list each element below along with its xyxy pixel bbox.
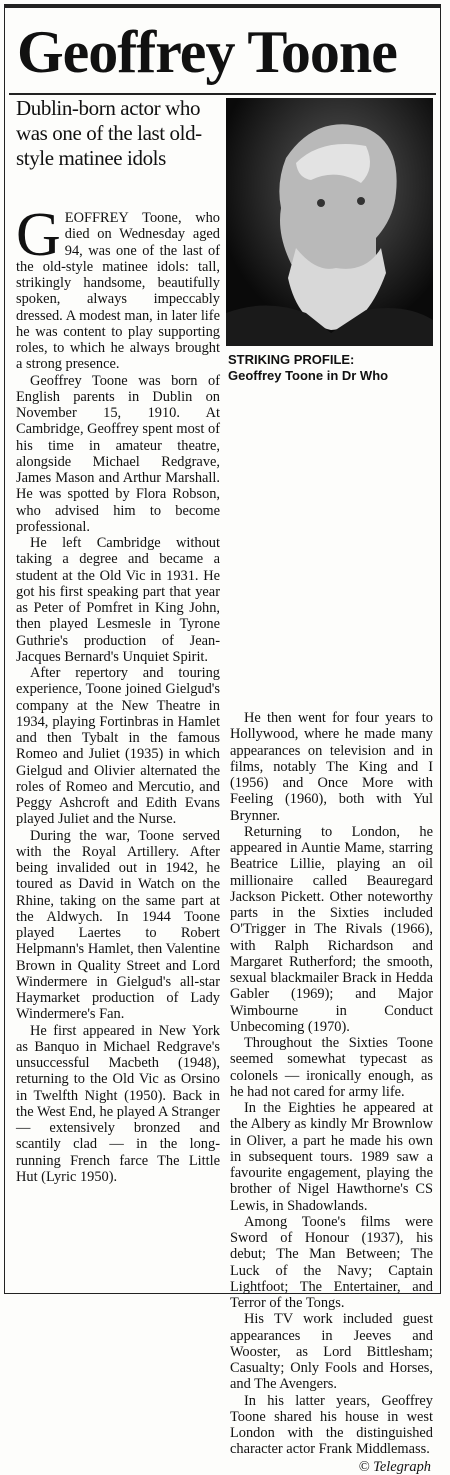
photo-caption	[228, 352, 433, 384]
caption-title: STRIKING PROFILE:	[228, 352, 355, 367]
paragraph: During the war, Toone served with the Royal Artillery. After being invalided out in 1942, he toured as David in Watch on the Rhine, taking on the same part at the Aldwych. In 1944 Toone played Laertes to Robert Helpmann's Hamlet, then Valentine Brown in Quality Street and Lord Windermere in Gielgud's all-star Haymarket production of Lady Windermere's Fan.	[16, 827, 220, 1023]
lead-in: EOFFREY	[64, 210, 129, 226]
paragraph: In his latter years, Geoffrey Toone shared his house in west London with the distinguished character actor Frank Middlemass.	[230, 1392, 433, 1458]
paragraph: Among Toone's films were Sword of Honour (1937), his debut; The Man Between; The Luck of the Navy; Captain Lightfoot; The Entertainer, and Terror of the Tongs.	[230, 1213, 433, 1311]
headline: Geoffrey Toone	[17, 19, 397, 85]
paragraph: He left Cambridge without taking a degree and became a student at the Old Vic in 1931. He got his first speaking part that year as Peter of Pomfret in King John, then played Lesmesle in Tyrone Guthrie's production of Jean-Jacques Bernard's Unquiet Spirit.	[16, 535, 220, 665]
paragraph-text: Toone, who died on Wednesday aged 94, was one of the last of the old-style matinee idols: tall, strikingly handsome, beautifully spoken, always impeccably dressed. A modest man, in later life he was content to play supporting roles, to which he always brought a strong presence.	[16, 210, 220, 373]
column-right	[230, 710, 433, 1475]
paragraph: Returning to London, he appeared in Auntie Mame, starring Beatrice Lillie, playing an oil millionaire called Beauregard Jackson Pickett. Other noteworthy parts in the Sixties included O'Trigger in The Rivals (1966), with Ralph Richardson and Margaret Rutherford; the smooth, sexual blackmailer Brack in Hedda Gabler (1969); and Major Wimbourne in Conduct Unbecoming (1970).	[230, 823, 433, 1035]
dropcap: G	[16, 201, 61, 269]
paragraph: Throughout the Sixties Toone seemed somewhat typecast as colonels — ironically enough, as he had not cared for army life.	[230, 1035, 433, 1100]
source-credit: © Telegraph	[358, 1458, 431, 1475]
paragraph: He then went for four years to Hollywood, where he made many appearances on television and in films, notably The King and I (1956) and Once More with Feeling (1960), both with Yul Brynner.	[230, 710, 433, 824]
paragraph: He first appeared in New York as Banquo in Michael Redgrave's unsuccessful Macbeth (1948), returning to the Old Vic as Orsino in Twelfth Night (1950). Back in the West End, he played A Stranger — extensively bronzed and scantily clad — in the long-running French farce The Little Hut (Lyric 1950).	[16, 1022, 220, 1185]
portrait-illustration	[226, 98, 433, 346]
top-rule	[5, 5, 440, 8]
paragraph: In the Eighties he appeared at the Albery as kindly Mr Brownlow in Oliver, a part he made his own in subsequent tours. 1989 saw a favourite engagement, playing the brother of Nigel Hawthorne's CS Lewis, in Shadowlands.	[230, 1100, 433, 1214]
portrait-photo	[226, 98, 433, 346]
headline-rule	[9, 93, 436, 95]
paragraph: After repertory and touring experience, Toone joined Gielgud's company at the New Theatre in 1934, playing Fortinbras in Hamlet and then Tybalt in the famous Romeo and Juliet (1935) in which Gielgud and Olivier alternated the roles of Romeo and Mercutio, and Peggy Ashcroft and Edith Evans played Juliet and the Nurse.	[16, 665, 220, 828]
standfirst: Dublin-born actor who was one of the last old-style matinee idols	[16, 96, 202, 170]
column-left	[16, 201, 220, 1185]
paragraph: His TV work included guest appearances in Jeeves and Wooster, as Lord Bittlesham; Casualty; Only Fools and Horses, and The Avengers.	[230, 1311, 433, 1393]
paragraph: Geoffrey Toone was born of English parents in Dublin on November 15, 1910. At Cambridge, Geoffrey spent most of his time in amateur theatre, alongside Michael Redgrave, James Mason and Arthur Marshall. He was spotted by Flora Robson, who advised him to become professional.	[16, 372, 220, 535]
caption-text: Geoffrey Toone in Dr Who	[228, 368, 389, 383]
paragraph	[16, 201, 220, 373]
